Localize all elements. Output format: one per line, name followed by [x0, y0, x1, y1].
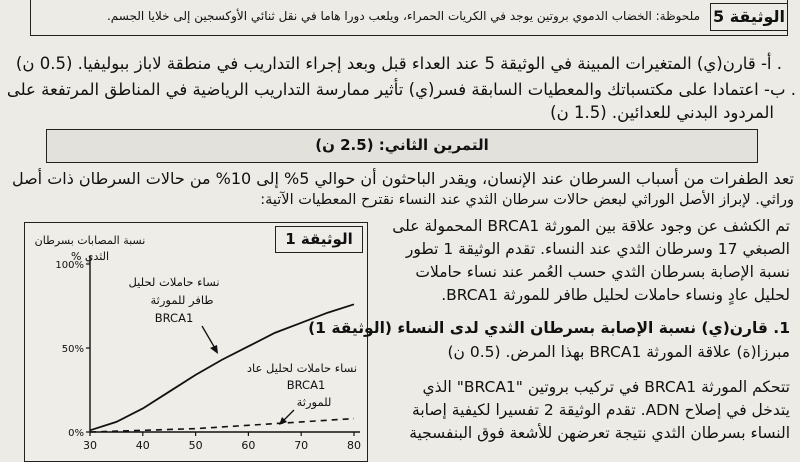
x-tick-label: 30 — [83, 439, 97, 452]
x-tick-label: 60 — [241, 439, 256, 452]
text-line-7: النساء بسرطان الثدي نتيجة تعرضهن للأشعة فوق البنفسجية — [409, 424, 790, 442]
breast-cancer-chart — [24, 222, 368, 462]
text-line-1: تم الكشف عن وجود علاقة بين المورثة BRCA1 المحمولة على — [392, 217, 790, 235]
question-1-line-1: 1. قارن(ي) نسبة الإصابة بسرطان الثدي لدى النساء (الوثيقة 1) — [308, 319, 790, 337]
normal-series-label: للمورثة — [296, 395, 332, 409]
document-5-label: الوثيقة 5 — [710, 3, 788, 31]
normal-series-label: BRCA1 — [286, 378, 326, 392]
mutant-series-label: طافر للمورثة — [150, 293, 214, 307]
y-axis-label-line-2: الثدي % — [70, 250, 110, 263]
question-a: . أ- قارن(ي) المتغيرات المبينة في الوثيقة 5 عند العداء قبل وبعد إجراء التداريب في منطقة لاباز ببوليفيا. (0.5 ن) — [15, 54, 782, 73]
x-tick-label: 40 — [135, 439, 150, 452]
text-line-5: تتحكم المورثة BRCA1 في تركيب بروتين "BRCA1" الذي — [422, 378, 790, 396]
text-line-3: نسبة الإصابة بسرطان الثدي حسب العُمر عند نساء حاملات — [415, 263, 790, 281]
text-line-2: الصبغي 17 وسرطان الثدي عند النساء. تقدم الوثيقة 1 تطور — [405, 240, 790, 258]
question-1-line-2: مبرزا(ة) علاقة المورثة BRCA1 بهذا المرض. (0.5 ن) — [447, 343, 790, 361]
x-tick-label: 50 — [188, 439, 203, 452]
y-tick-label: 0% — [68, 428, 84, 439]
intro-line-2: وراثي. لإبراز الأصل الوراثي لبعض حالات سرطان الثدي عند النساء نقترح المعطيات الآتية: — [260, 192, 794, 208]
question-b-line-1: . ب- اعتمادا على مكتسباتك والمعطيات السابقة فسر(ي) تأثير ممارسة التداريب الرياضية في المناطق المرتفعة على — [6, 80, 796, 99]
y-axis-label-line-1: نسبة المصابات بسرطان — [34, 234, 146, 247]
mutant-label-arrowhead — [210, 345, 218, 354]
text-line-4: لحليل عادٍ ونساء حاملات لحليل طافر للمورثة BRCA1. — [441, 286, 790, 304]
y-tick-label: 100% — [55, 260, 84, 271]
mutant-series-label: نساء حاملات لحليل — [128, 275, 220, 289]
mutant-series-label: BRCA1 — [154, 311, 194, 325]
document-1-label: الوثيقة 1 — [275, 226, 363, 253]
y-tick-label: 50% — [61, 344, 84, 355]
note-text: ملحوظة: الخضاب الدموي بروتين يوجد في الكريات الحمراء، ويلعب دورا هاما في نقل ثنائي الأوكسجين إلى خلايا الجسم. — [106, 9, 700, 23]
x-tick-label: 80 — [347, 439, 361, 452]
text-line-6: يتدخل في إصلاح ADN. تقدم الوثيقة 2 تفسيرا لكيفية إصابة — [412, 401, 790, 419]
intro-line-1: تعد الطفرات من أسباب السرطان عند الإنسان، ويقدر الباحثون أن حوالي 5% إلى 10% من حالات السرطان ذات أصل — [11, 169, 794, 188]
question-b-line-2: المردود البدني للعدائين. (1.5 ن) — [550, 103, 774, 122]
exercise-title: التمرين الثاني: (2.5 ن) — [315, 136, 489, 154]
exercise-header — [46, 129, 758, 163]
normal-series-label: نساء حاملات لحليل عاد — [246, 361, 358, 375]
normal-allele-line — [90, 419, 354, 432]
x-tick-label: 70 — [294, 439, 309, 452]
